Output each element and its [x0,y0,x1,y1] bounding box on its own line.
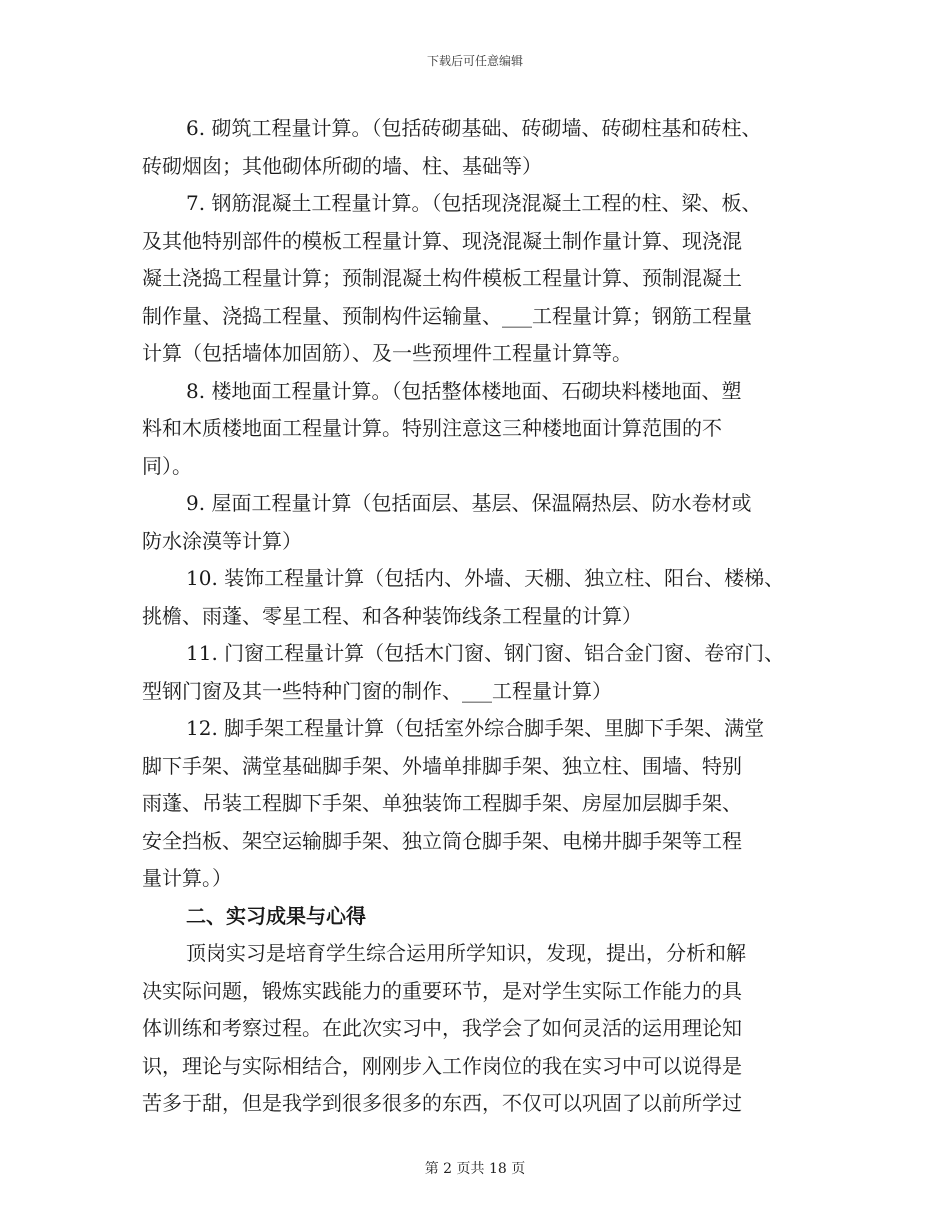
text-line: 挑檐、雨蓬、零星工程、和各种装饰线条工程量的计算） [142,603,642,628]
text-line: 料和木质楼地面工程量计算。特别注意这三种楼地面计算范围的不 [142,416,722,440]
text-line: 7. 钢筋混凝土工程量计算。（包括现浇混凝土工程的柱、梁、板、 [186,191,762,215]
text-line: 防水涂漠等计算） [142,528,302,553]
text-line: 决实际问题，锻炼实践能力的重要环节，是对学生实际工作能力的具 [142,978,742,1003]
text-line: 11. 门窗工程量计算（包括木门窗、钢门窗、铝合金门窗、卷帘门、 [186,641,785,665]
text-line: 脚下手架、满堂基础脚手架、外墙单排脚手架、独立柱、围墙、特别 [142,753,742,778]
text-line: 10. 装饰工程量计算（包括内、外墙、天棚、独立柱、阳台、楼梯、 [186,566,785,590]
text-line: 砖砌烟囱；其他砌体所砌的墙、柱、基础等） [142,153,542,178]
text-line: 凝土浇捣工程量计算；预制混凝土构件模板工程量计算、预制混凝土 [142,266,742,290]
text-line: 识，理论与实际相结合，刚刚步入工作岗位的我在实习中可以说得是 [142,1053,742,1078]
text-line: 6. 砌筑工程量计算。（包括砖砌基础、砖砌墙、砖砌柱基和砖柱、 [186,116,762,140]
text-line: 同）。 [142,453,192,478]
text-line: 8. 楼地面工程量计算。（包括整体楼地面、石砌块料楼地面、塑 [186,378,742,403]
text-line: 及其他特别部件的模板工程量计算、现浇混凝土制作量计算、现浇混 [142,228,742,253]
document-body [142,110,814,1123]
text-line: 体训练和考察过程。在此次实习中，我学会了如何灵活的运用理论知 [142,1016,742,1040]
text-line: 9. 屋面工程量计算（包括面层、基层、保温隔热层、防水卷材或 [186,491,752,515]
text-line: 雨蓬、吊装工程脚下手架、单独装饰工程脚手架、房屋加层脚手架、 [142,791,742,815]
page-header: 下载后可任意编辑 [426,54,523,68]
text-line: 12. 脚手架工程量计算（包括室外综合脚手架、里脚下手架、满堂 [186,716,765,740]
text-line: 苦多于甜，但是我学到很多很多的东西，不仅可以巩固了以前所学过 [142,1091,742,1115]
text-line: 制作量、浇捣工程量、预制构件运输量、___工程量计算；钢筋工程量 [142,303,752,328]
text-line: 顶岗实习是培育学生综合运用所学知识，发现，提出，分析和解 [186,941,746,965]
text-line: 型钢门窗及其一些特种门窗的制作、___工程量计算） [142,678,612,703]
section-heading: 二、实习成果与心得 [186,903,366,928]
text-line: 量计算。） [142,866,232,890]
text-line: 计算（包括墙体加固筋）、及一些预埋件工程量计算等。 [142,341,632,365]
text-line: 安全挡板、架空运输脚手架、独立筒仓脚手架、电梯井脚手架等工程 [142,828,742,853]
page-number: 第 2 页共 18 页 [424,1161,526,1177]
